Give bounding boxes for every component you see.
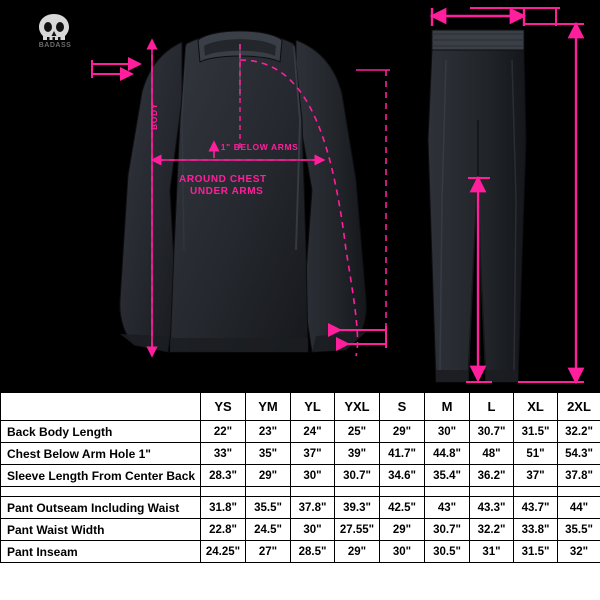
cell: 30.7" xyxy=(470,421,514,443)
header-cell-ym: YM xyxy=(246,393,291,421)
header-cell-yxl: YXL xyxy=(335,393,380,421)
cell: 42.5" xyxy=(380,497,425,519)
table-row xyxy=(1,443,600,465)
row-label-pant-outseam: Pant Outseam Including Waist xyxy=(1,497,201,519)
cell: 35" xyxy=(246,443,291,465)
cell: 33" xyxy=(201,443,246,465)
table-spacer-row xyxy=(1,487,600,497)
row-label-back-body-length: Back Body Length xyxy=(1,421,201,443)
table-row xyxy=(1,541,600,563)
row-label-pant-inseam: Pant Inseam xyxy=(1,541,201,563)
cell: 37" xyxy=(291,443,335,465)
spacer-cell xyxy=(201,487,246,497)
table-header-row xyxy=(1,393,600,421)
spacer-cell xyxy=(470,487,514,497)
cell: 51" xyxy=(514,443,558,465)
cell: 27" xyxy=(246,541,291,563)
cell: 39" xyxy=(335,443,380,465)
cell: 24.5" xyxy=(246,519,291,541)
table-row xyxy=(1,497,600,519)
skull-logo-icon xyxy=(34,12,74,42)
cell: 31.5" xyxy=(514,421,558,443)
cell: 24" xyxy=(291,421,335,443)
spacer-cell xyxy=(291,487,335,497)
cell: 34.6" xyxy=(380,465,425,487)
header-cell-l: L xyxy=(470,393,514,421)
cell: 32.2" xyxy=(470,519,514,541)
spacer-cell xyxy=(558,487,600,497)
cell: 32" xyxy=(558,541,600,563)
cell: 29" xyxy=(335,541,380,563)
cell: 35.5" xyxy=(246,497,291,519)
spacer-cell xyxy=(380,487,425,497)
header-cell-yl: YL xyxy=(291,393,335,421)
cell: 28.3" xyxy=(201,465,246,487)
cell: 30" xyxy=(291,465,335,487)
size-chart-table-wrap xyxy=(0,392,600,600)
spacer-cell xyxy=(335,487,380,497)
row-label-sleeve-length: Sleeve Length From Center Back xyxy=(1,465,201,487)
cell: 48" xyxy=(470,443,514,465)
around-chest-label: AROUND CHEST xyxy=(179,174,267,185)
under-arms-label: UNDER ARMS xyxy=(190,186,264,197)
cell: 37.8" xyxy=(291,497,335,519)
cell: 39.3" xyxy=(335,497,380,519)
cell: 33.8" xyxy=(514,519,558,541)
cell: 29" xyxy=(380,421,425,443)
cell: 36.2" xyxy=(470,465,514,487)
cell: 31" xyxy=(470,541,514,563)
spacer-cell xyxy=(246,487,291,497)
cell: 43.3" xyxy=(470,497,514,519)
row-label-pant-waist-width: Pant Waist Width xyxy=(1,519,201,541)
cell: 31.5" xyxy=(514,541,558,563)
cell: 30" xyxy=(291,519,335,541)
cell: 24.25" xyxy=(201,541,246,563)
spacer-cell xyxy=(425,487,470,497)
cell: 22" xyxy=(201,421,246,443)
table-row xyxy=(1,465,600,487)
header-cell-ys: YS xyxy=(201,393,246,421)
cell: 43.7" xyxy=(514,497,558,519)
cell: 35.5" xyxy=(558,519,600,541)
cell: 22.8" xyxy=(201,519,246,541)
cell: 29" xyxy=(380,519,425,541)
cell: 30" xyxy=(380,541,425,563)
cell: 30.7" xyxy=(335,465,380,487)
cell: 37.8" xyxy=(558,465,600,487)
cell: 29" xyxy=(246,465,291,487)
cell: 31.8" xyxy=(201,497,246,519)
cell: 41.7" xyxy=(380,443,425,465)
cell: 27.55" xyxy=(335,519,380,541)
size-chart-table xyxy=(0,392,600,563)
header-cell-m: M xyxy=(425,393,470,421)
row-label-chest-below-arm-hole: Chest Below Arm Hole 1" xyxy=(1,443,201,465)
cell: 30.5" xyxy=(425,541,470,563)
cell: 44.8" xyxy=(425,443,470,465)
body-label: BODY xyxy=(149,103,159,130)
cell: 35.4" xyxy=(425,465,470,487)
cell: 23" xyxy=(246,421,291,443)
cell: 30" xyxy=(425,421,470,443)
cell: 54.3" xyxy=(558,443,600,465)
cell: 28.5" xyxy=(291,541,335,563)
brand-logo-text: BADASS xyxy=(38,42,72,49)
cell: 43" xyxy=(425,497,470,519)
table-row xyxy=(1,519,600,541)
cell: 37" xyxy=(514,465,558,487)
cell: 32.2" xyxy=(558,421,600,443)
header-cell-2xl: 2XL xyxy=(558,393,600,421)
cell: 25" xyxy=(335,421,380,443)
header-cell-s: S xyxy=(380,393,425,421)
table-row xyxy=(1,421,600,443)
cell: 44" xyxy=(558,497,600,519)
header-cell-xl: XL xyxy=(514,393,558,421)
spacer-cell xyxy=(514,487,558,497)
header-cell-0 xyxy=(1,393,201,421)
below-arms-label: ↑ 1" BELOW ARMS xyxy=(213,142,299,152)
brand-logo xyxy=(12,12,98,64)
cell: 30.7" xyxy=(425,519,470,541)
spacer-cell xyxy=(1,487,201,497)
